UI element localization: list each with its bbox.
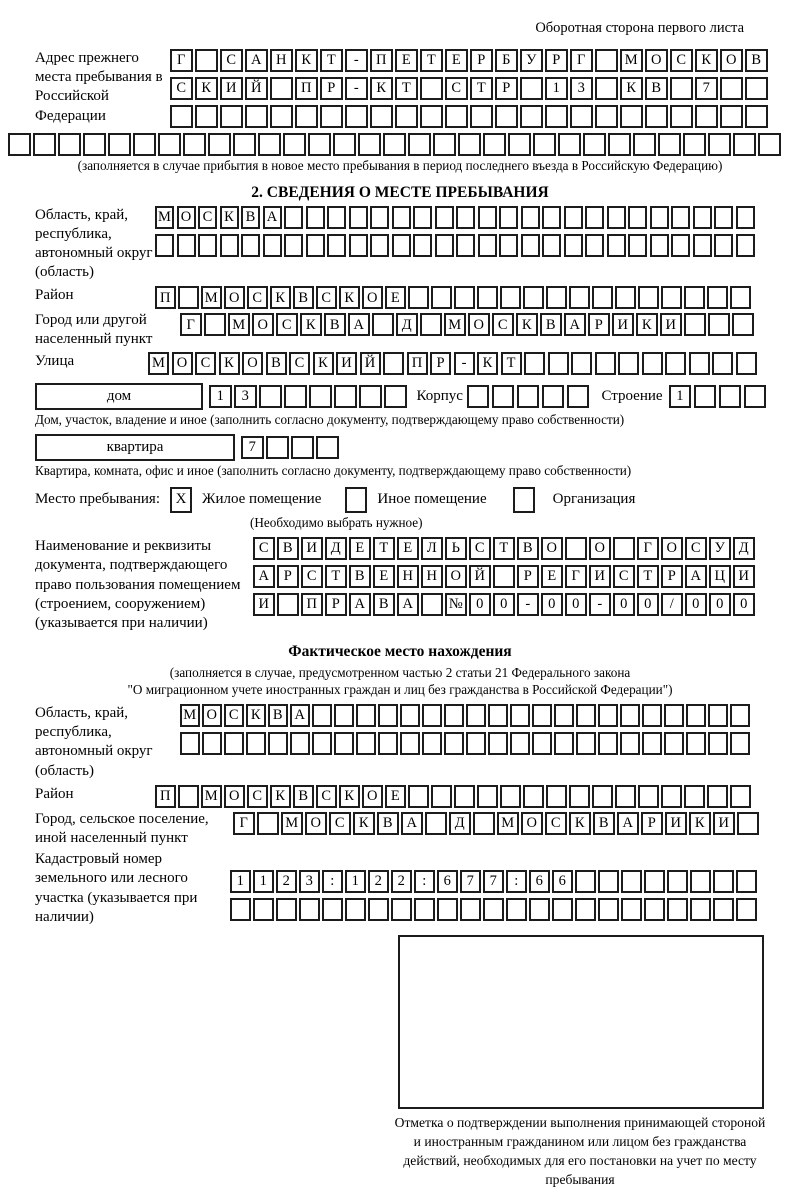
region-label: Область, край, республика, автономный округ (область) [35,206,153,281]
house-number-row[interactable]: 1 3 [209,385,407,408]
actual-district-row[interactable]: П М О С К В С К О Е [155,785,751,808]
page-title: Оборотная сторона первого листа [535,20,744,36]
district-row[interactable]: П М О С К В С К О Е [155,286,751,309]
stroenie-row[interactable]: 1 [669,385,767,408]
actual-city-label: Город, сельское поселение, иной населенный пункт [35,810,209,846]
region-row-1[interactable]: М О С К В А [155,206,755,229]
cadastral-field [0,850,800,927]
document-row-1[interactable]: С В И Д Е Т Е Л Ь С Т В О О Г О С У Д [253,537,755,560]
stamp-caption: Отметка о подтверждении выполнения принимающей стороной и иностранным гражданином или лицом без гражданства действий, необходимых для его постановки на учет по месту пребывания [394,1114,766,1188]
stroenie-label: Строение [601,387,663,404]
stay-type-checkbox-organization[interactable] [513,487,535,513]
actual-region-field [0,704,800,781]
actual-city-field [0,810,800,848]
actual-district-field [0,785,800,808]
actual-location-title: Фактическое место нахождения [288,643,512,661]
prev-address-label: Адрес прежнего места пребывания в Российской Федерации [35,50,163,124]
stay-type-option-organization: Организация [552,491,636,508]
street-field [0,352,800,375]
city-label: Город или другой населенный пункт [35,312,153,348]
apartment-type-box[interactable]: квартира [35,434,235,461]
korpus-label: Корпус [416,387,463,404]
confirmation-stamp-box [398,935,764,1109]
prev-address-row-1[interactable]: Г С А Н К Т - П Е Т Е Р Б У Р Г М О С К О В [170,49,768,72]
cadastral-row-1[interactable]: 1 1 2 3 : 1 2 2 : 6 7 7 : 6 6 [230,870,757,893]
prev-address-field [0,49,800,128]
region-row-2[interactable] [155,234,755,257]
document-row-2[interactable]: А Р С Т В Е Н Н О Й Р Е Г И С Т Р А Ц И [253,565,755,588]
actual-location-caption-1: (заполняется в случае, предусмотренном частью 2 статьи 21 Федерального закона [169,665,631,681]
document-row-3[interactable]: И П Р А В А № 0 0 - 0 0 - 0 0 / 0 0 0 [253,593,755,616]
stay-type-option-residential: Жилое помещение [202,491,322,508]
house-type-box[interactable]: дом [35,383,203,410]
actual-region-row-1[interactable]: М О С К В А [180,704,750,727]
district-field [0,286,800,309]
prev-address-row-2[interactable]: С К И Й П Р - К Т С Т Р 1 3 К В 7 [170,77,768,100]
document-label: Наименование и реквизиты документа, подтверждающего право пользования помещением (строением, сооружением) (указывается при наличии) [35,538,241,631]
actual-location-caption-2: "О миграционном учете иностранных граждан и лиц без гражданства в Российской Федерации") [127,681,673,697]
apartment-line [35,434,800,461]
stay-type-note: (Необходимо выбрать нужное) [250,514,423,530]
actual-region-row-2[interactable] [180,732,750,755]
actual-district-label: Район [35,785,74,802]
section2-title: 2. СВЕДЕНИЯ О МЕСТЕ ПРЕБЫВАНИЯ [251,183,549,201]
apartment-caption: Квартира, комната, офис и иное (заполнить согласно документу, подтверждающему право собственности) [35,463,632,479]
document-field [0,537,800,633]
prev-address-caption: (заполняется в случае прибытия в новое место пребывания в период последнего въезда в Российскую Федерацию) [77,158,723,173]
stay-type-label: Место пребывания: [35,491,160,508]
cadastral-row-2[interactable] [230,898,757,921]
district-label: Район [35,287,74,304]
cadastral-label: Кадастровый номер земельного или лесного участка (указывается при наличии) [35,851,198,925]
stay-type-option-other: Иное помещение [377,491,487,508]
stay-type-checkbox-other[interactable] [345,487,367,513]
apartment-number-row[interactable]: 7 [241,436,339,459]
prev-address-row-4[interactable] [8,133,800,156]
house-line [35,383,800,410]
region-field [0,206,800,283]
house-caption: Дом, участок, владение и иное (заполнить согласно документу, подтверждающему право собственности) [35,411,625,427]
stay-type-checkbox-residential[interactable]: X [170,487,192,513]
actual-city-row[interactable]: Г М О С К В А Д М О С К В А Р И К И [233,812,759,835]
city-row[interactable]: Г М О С К В А Д М О С К В А Р И К И [180,313,754,336]
street-label: Улица [35,352,75,369]
stay-type-line [35,487,800,513]
korpus-row[interactable] [467,385,590,408]
street-row[interactable]: М О С К О В С К И Й П Р - К Т [148,352,757,375]
actual-region-label: Область, край, республика, автономный округ (область) [35,705,153,779]
city-field [0,311,800,349]
prev-address-row-3[interactable] [170,105,768,128]
